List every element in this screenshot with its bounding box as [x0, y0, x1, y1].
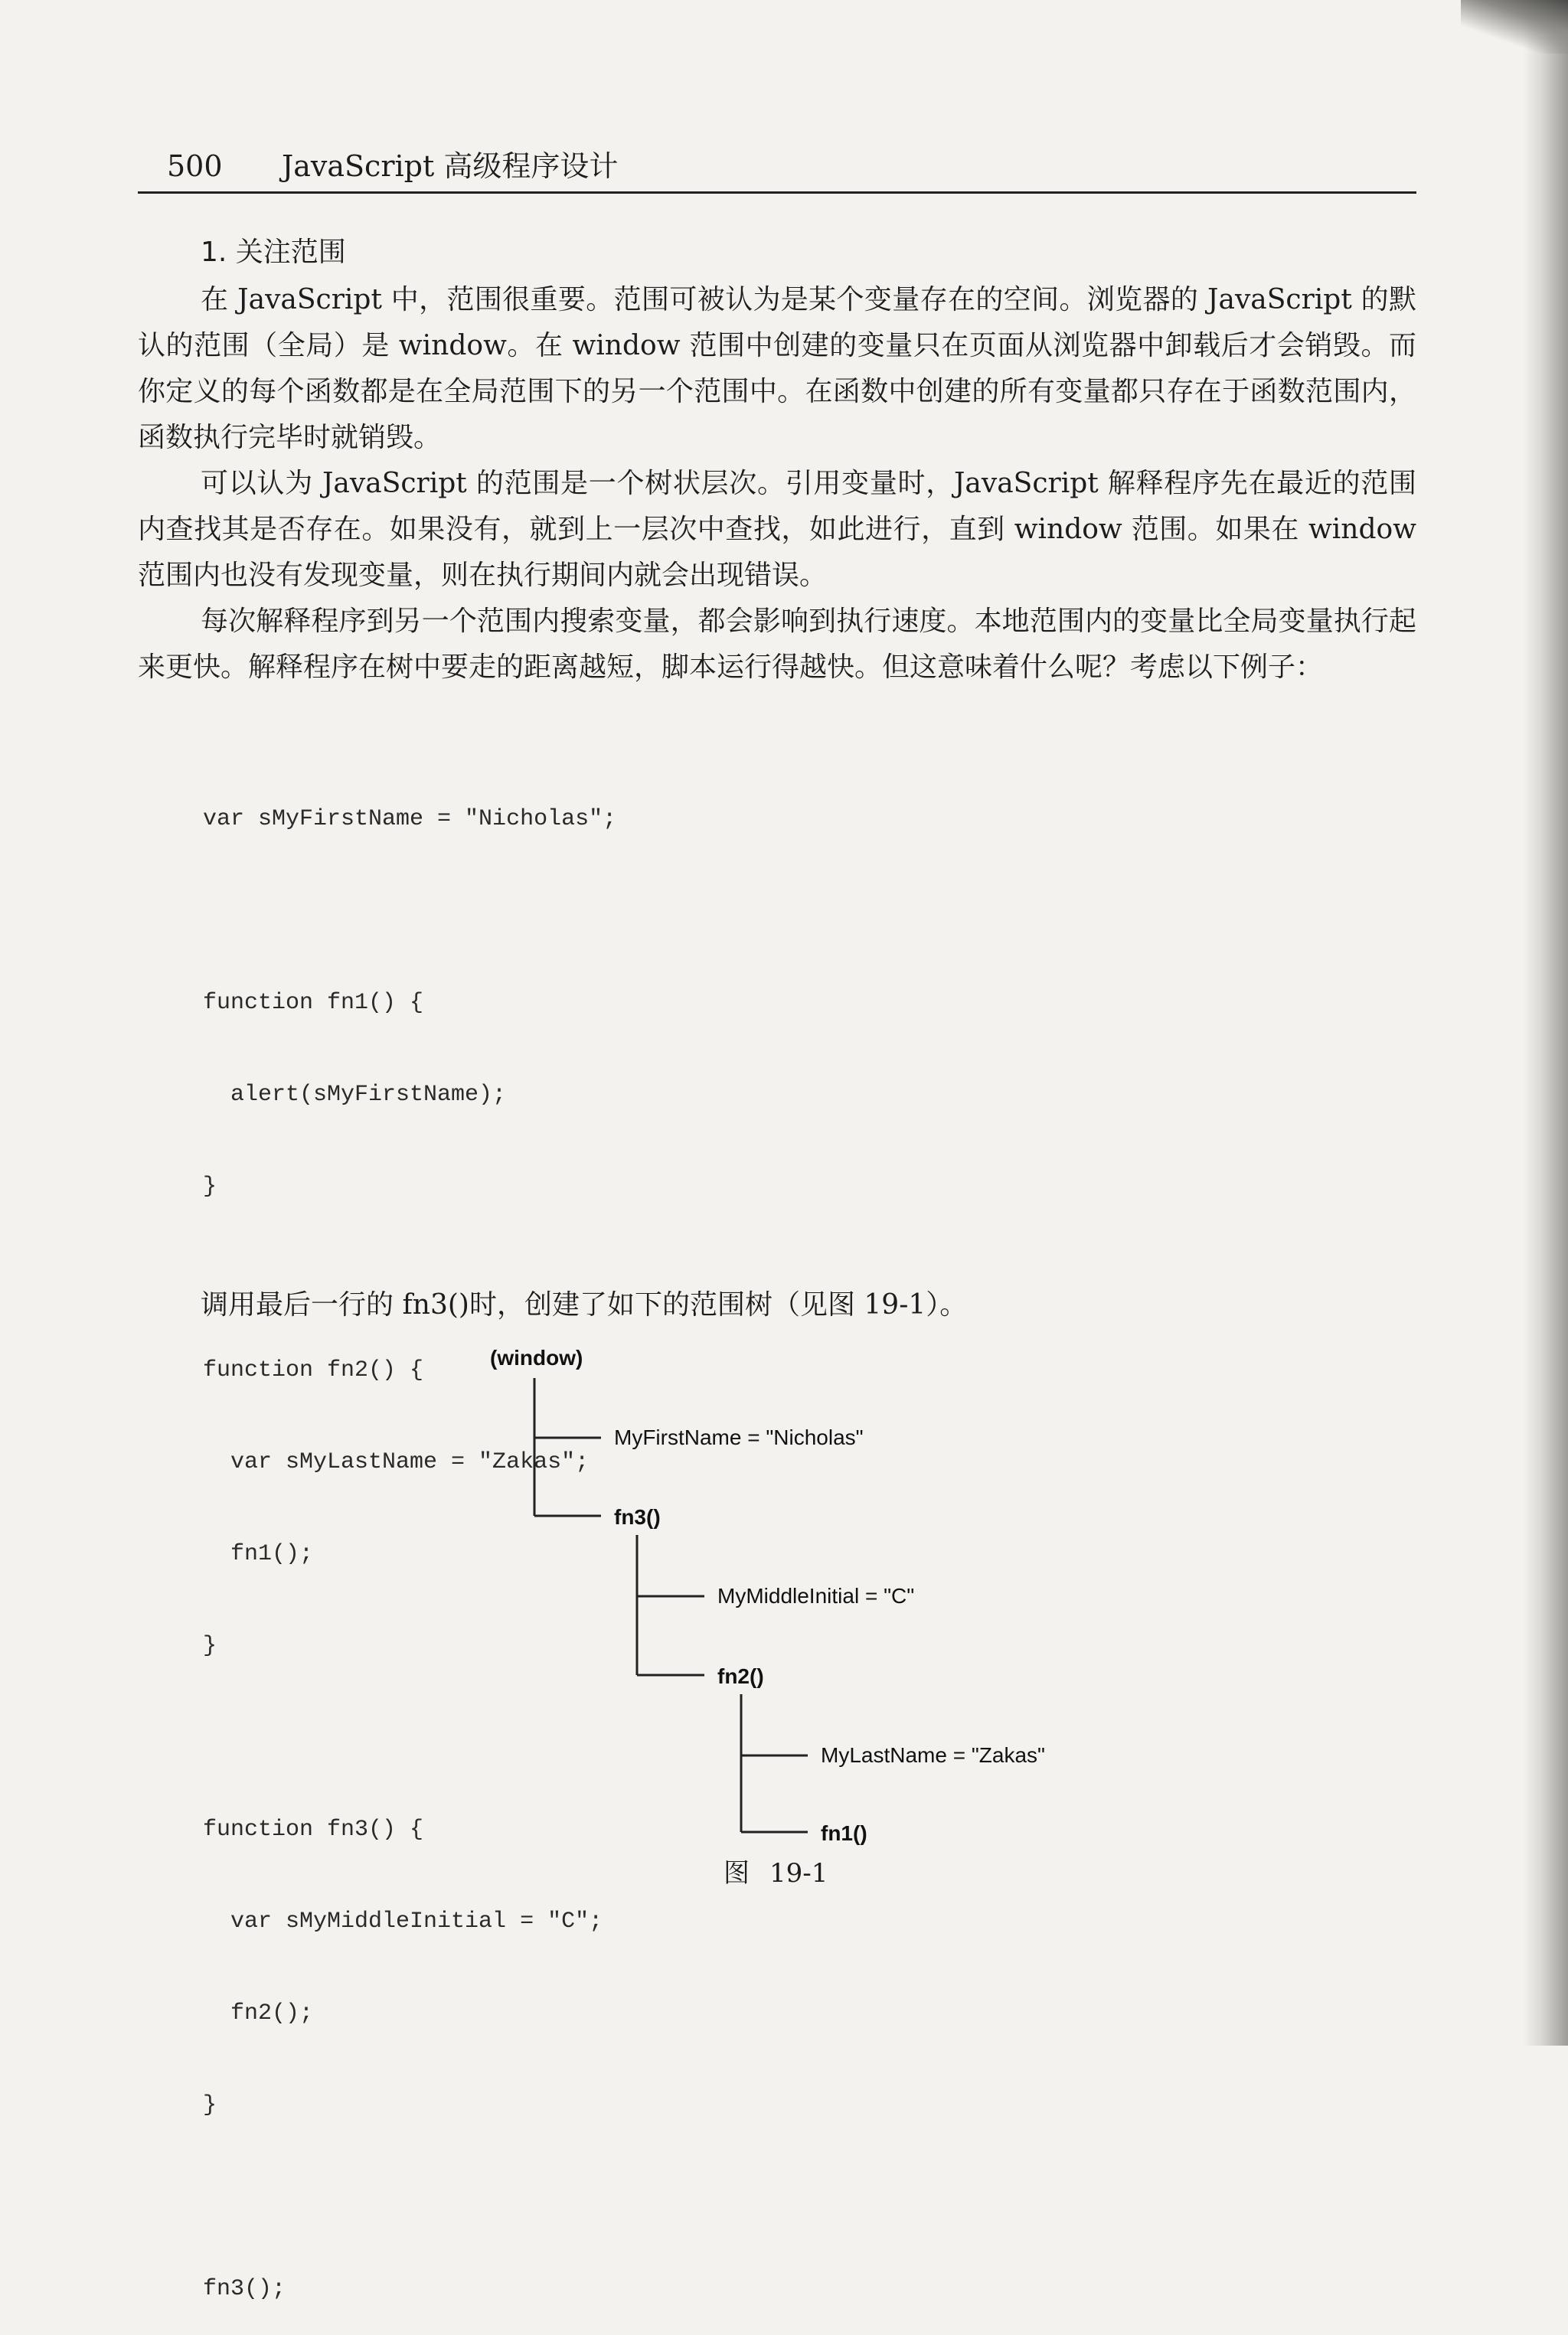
tree-node-fn2: fn2() [717, 1664, 764, 1688]
section-heading: 1. 关注范围 [201, 237, 346, 268]
tree-node-window: (window) [490, 1346, 583, 1370]
code-line: } [203, 1174, 217, 1200]
code-line: fn2(); [203, 2000, 314, 2026]
code-line: function fn3() { [203, 1817, 424, 1843]
code-line: function fn2() { [203, 1357, 424, 1383]
paragraph-1: 在 JavaScript 中，范围很重要。范围可被认为是某个变量存在的空间。浏览器的 JavaScript 的默认的范围（全局）是 window。在 window 范围中创建的变量只在页面从浏览器中卸载后才会销毁。而你定义的每个函数都是在全局范围下的另一个范围中。在函数中创建的所有变量都只存在于函数范围内，函数执行完毕时就销毁。 [138, 284, 1416, 453]
tree-node-last-name: MyLastName = "Zakas" [821, 1743, 1045, 1767]
figure-caption-prefix: 图 [724, 1858, 750, 1889]
paragraph-2: 可以认为 JavaScript 的范围是一个树状层次。引用变量时，JavaScript 解释程序先在最近的范围内查找其是否存在。如果没有，就到上一层次中查找，如此进行，直到 window 范围。如果在 window 范围内也没有发现变量，则在执行期间内就会出现错误。 [138, 468, 1416, 591]
tree-node-fn1: fn1() [821, 1821, 867, 1845]
code-line: } [203, 1633, 217, 1659]
code-line: fn3(); [203, 2276, 286, 2302]
tree-node-first-name: MyFirstName = "Nicholas" [614, 1425, 864, 1449]
code-line: var sMyMiddleInitial = "C"; [203, 1909, 603, 1935]
code-line: var sMyFirstName = "Nicholas"; [203, 806, 617, 832]
code-line: fn1(); [203, 1541, 314, 1567]
code-line: function fn1() { [203, 990, 424, 1016]
figure-caption-number: 19-1 [769, 1858, 828, 1889]
tree-node-middle-initial: MyMiddleInitial = "C" [717, 1584, 915, 1608]
code-line: var sMyLastName = "Zakas"; [203, 1449, 590, 1475]
tree-node-fn3: fn3() [614, 1505, 661, 1529]
page-number: 500 [167, 149, 223, 183]
figure-caption [724, 1854, 828, 1892]
code-line [203, 2182, 616, 2213]
paragraph-3: 每次解释程序到另一个范围内搜索变量，都会影响到执行速度。本地范围内的变量比全局变量执行起来更快。解释程序在树中要走的距离越短，脚本运行得越快。但这意味着什么呢？考虑以下例子： [138, 606, 1416, 683]
book-title: JavaScript 高级程序设计 [282, 149, 619, 183]
figure-intro-text: 调用最后一行的 fn3()时，创建了如下的范围树（见图 19-1）。 [201, 1289, 968, 1321]
code-line: alert(sMyFirstName); [203, 1082, 507, 1108]
code-line: } [203, 2092, 217, 2118]
